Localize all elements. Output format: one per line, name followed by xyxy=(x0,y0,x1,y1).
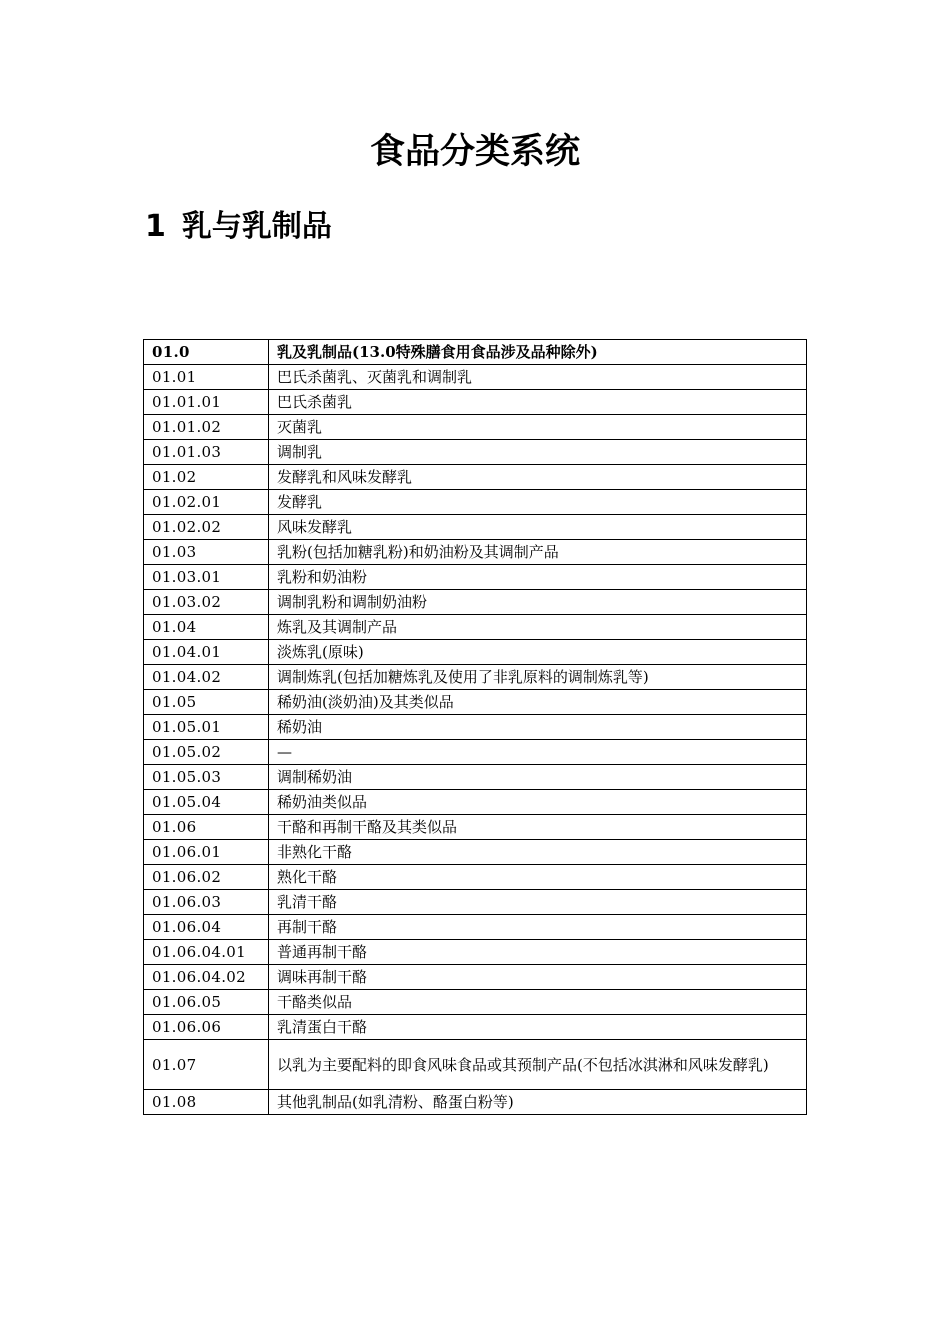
section-heading xyxy=(145,204,332,250)
category-code: 01.02 xyxy=(144,465,269,490)
category-code: 01.04.01 xyxy=(144,640,269,665)
category-name: 熟化干酪 xyxy=(269,865,807,890)
table-row xyxy=(144,815,807,840)
table-row xyxy=(144,365,807,390)
category-name: 稀奶油 xyxy=(269,715,807,740)
category-code: 01.02.01 xyxy=(144,490,269,515)
document-title: 食品分类系统 xyxy=(369,132,580,172)
category-name: 发酵乳 xyxy=(269,490,807,515)
category-name: 巴氏杀菌乳、灭菌乳和调制乳 xyxy=(269,365,807,390)
table-row xyxy=(144,1040,807,1090)
category-name: — xyxy=(269,740,807,765)
category-name: 淡炼乳(原味) xyxy=(269,640,807,665)
table-row xyxy=(144,415,807,440)
category-name: 干酪类似品 xyxy=(269,990,807,1015)
table-row xyxy=(144,615,807,640)
table-row xyxy=(144,1015,807,1040)
table-row xyxy=(144,790,807,815)
category-code: 01.01.01 xyxy=(144,390,269,415)
category-code: 01.05.01 xyxy=(144,715,269,740)
food-category-table xyxy=(143,339,807,1115)
table-row xyxy=(144,390,807,415)
category-name: 乳粉和奶油粉 xyxy=(269,565,807,590)
table-row xyxy=(144,465,807,490)
table-row xyxy=(144,965,807,990)
category-code: 01.01.03 xyxy=(144,440,269,465)
table-row xyxy=(144,1090,807,1115)
category-code: 01.06.06 xyxy=(144,1015,269,1040)
table-row xyxy=(144,565,807,590)
table-row xyxy=(144,515,807,540)
category-name: 稀奶油(淡奶油)及其类似品 xyxy=(269,690,807,715)
category-name: 调制稀奶油 xyxy=(269,765,807,790)
category-code: 01.06.03 xyxy=(144,890,269,915)
table-row xyxy=(144,940,807,965)
category-name: 炼乳及其调制产品 xyxy=(269,615,807,640)
table-row xyxy=(144,840,807,865)
category-name: 非熟化干酪 xyxy=(269,840,807,865)
category-code: 01.06.01 xyxy=(144,840,269,865)
category-code: 01.04.02 xyxy=(144,665,269,690)
category-name: 调制炼乳(包括加糖炼乳及使用了非乳原料的调制炼乳等) xyxy=(269,665,807,690)
table-row xyxy=(144,715,807,740)
category-code: 01.01.02 xyxy=(144,415,269,440)
category-code: 01.04 xyxy=(144,615,269,640)
category-code: 01.06.04.01 xyxy=(144,940,269,965)
table-row xyxy=(144,440,807,465)
category-name: 调制乳粉和调制奶油粉 xyxy=(269,590,807,615)
category-name: 发酵乳和风味发酵乳 xyxy=(269,465,807,490)
category-code: 01.03 xyxy=(144,540,269,565)
category-code: 01.01 xyxy=(144,365,269,390)
category-name: 干酪和再制干酪及其类似品 xyxy=(269,815,807,840)
category-code: 01.03.02 xyxy=(144,590,269,615)
category-name: 再制干酪 xyxy=(269,915,807,940)
category-name: 巴氏杀菌乳 xyxy=(269,390,807,415)
table-row xyxy=(144,915,807,940)
table-row xyxy=(144,865,807,890)
table-row xyxy=(144,540,807,565)
table-row xyxy=(144,665,807,690)
category-name: 调制乳 xyxy=(269,440,807,465)
category-name: 乳清干酪 xyxy=(269,890,807,915)
table-row xyxy=(144,990,807,1015)
category-code: 01.05.03 xyxy=(144,765,269,790)
category-name: 其他乳制品(如乳清粉、酪蛋白粉等) xyxy=(269,1090,807,1115)
category-code: 01.06 xyxy=(144,815,269,840)
table-header-row xyxy=(144,340,807,365)
category-name: 灭菌乳 xyxy=(269,415,807,440)
section-title: 乳与乳制品 xyxy=(181,209,332,244)
category-name: 以乳为主要配料的即食风味食品或其预制产品(不包括冰淇淋和风味发酵乳) xyxy=(269,1040,807,1090)
category-code: 01.05.02 xyxy=(144,740,269,765)
table-row xyxy=(144,640,807,665)
category-name: 稀奶油类似品 xyxy=(269,790,807,815)
category-code: 01.08 xyxy=(144,1090,269,1115)
category-name: 乳粉(包括加糖乳粉)和奶油粉及其调制产品 xyxy=(269,540,807,565)
table-row xyxy=(144,690,807,715)
table-row xyxy=(144,765,807,790)
category-code: 01.02.02 xyxy=(144,515,269,540)
category-code: 01.06.02 xyxy=(144,865,269,890)
category-code: 01.0 xyxy=(144,340,269,365)
category-name: 乳清蛋白干酪 xyxy=(269,1015,807,1040)
category-name: 调味再制干酪 xyxy=(269,965,807,990)
category-code: 01.06.04 xyxy=(144,915,269,940)
table-row xyxy=(144,890,807,915)
category-code: 01.05 xyxy=(144,690,269,715)
category-name: 普通再制干酪 xyxy=(269,940,807,965)
category-code: 01.07 xyxy=(144,1040,269,1090)
category-code: 01.05.04 xyxy=(144,790,269,815)
table-row xyxy=(144,590,807,615)
category-code: 01.06.04.02 xyxy=(144,965,269,990)
table-row xyxy=(144,490,807,515)
table-row xyxy=(144,740,807,765)
category-code: 01.06.05 xyxy=(144,990,269,1015)
category-name: 乳及乳制品(13.0特殊膳食用食品涉及品种除外) xyxy=(269,340,807,365)
section-number: 1 xyxy=(145,209,166,244)
category-name: 风味发酵乳 xyxy=(269,515,807,540)
category-code: 01.03.01 xyxy=(144,565,269,590)
